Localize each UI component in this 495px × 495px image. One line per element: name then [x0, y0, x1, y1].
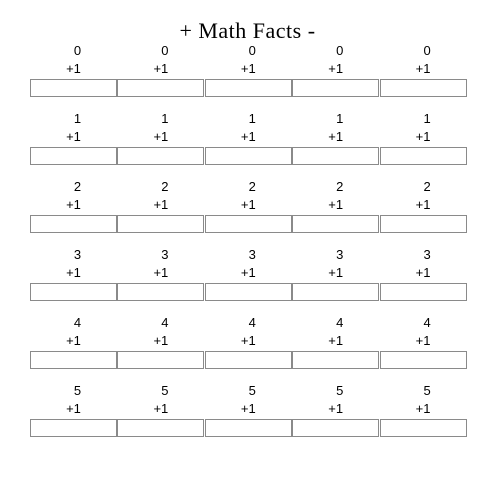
first-addend: 2: [423, 179, 431, 194]
answer-box[interactable]: [30, 215, 117, 233]
first-addend: 4: [336, 315, 344, 330]
problem-row: [30, 43, 467, 113]
problem-cell: [30, 179, 117, 249]
problem-cell: [205, 43, 292, 113]
first-addend: 1: [423, 111, 431, 126]
second-addend: +1: [240, 129, 256, 144]
first-addend: 1: [73, 111, 82, 126]
first-addend: 4: [423, 315, 431, 330]
second-addend: +1: [415, 129, 431, 144]
first-addend: 0: [248, 43, 256, 58]
second-addend: +1: [66, 61, 81, 76]
answer-box[interactable]: [205, 283, 292, 301]
answer-box[interactable]: [380, 419, 467, 437]
first-addend: 0: [336, 43, 344, 58]
problem-cell: [205, 383, 292, 453]
answer-box[interactable]: [117, 147, 204, 165]
problem-cell: [117, 383, 204, 453]
answer-box[interactable]: [205, 147, 292, 165]
first-addend: 5: [423, 383, 431, 398]
first-addend: 1: [248, 111, 256, 126]
problem-cell: [30, 43, 117, 113]
problem-cell: [117, 43, 204, 113]
second-addend: +1: [328, 129, 344, 144]
first-addend: 3: [73, 247, 82, 262]
answer-box[interactable]: [205, 79, 292, 97]
first-addend: 2: [336, 179, 344, 194]
second-addend: +1: [415, 61, 431, 76]
problem-cell: [292, 315, 379, 385]
second-addend: +1: [415, 333, 431, 348]
problem-cell: [30, 315, 117, 385]
first-addend: 4: [248, 315, 256, 330]
answer-box[interactable]: [380, 79, 467, 97]
answer-box[interactable]: [292, 215, 379, 233]
second-addend: +1: [66, 197, 81, 212]
problem-row: [30, 111, 467, 181]
problem-cell: [205, 111, 292, 181]
answer-box[interactable]: [292, 419, 379, 437]
second-addend: +1: [328, 265, 344, 280]
answer-box[interactable]: [117, 215, 204, 233]
first-addend: 4: [161, 315, 169, 330]
worksheet-title: + Math Facts -: [179, 18, 316, 43]
answer-box[interactable]: [30, 79, 117, 97]
first-addend: 2: [161, 179, 169, 194]
problem-cell: [380, 179, 467, 249]
problem-row: [30, 247, 467, 317]
second-addend: +1: [328, 197, 344, 212]
answer-box[interactable]: [292, 283, 379, 301]
answer-box[interactable]: [205, 351, 292, 369]
first-addend: 5: [248, 383, 256, 398]
answer-box[interactable]: [30, 283, 117, 301]
second-addend: +1: [153, 333, 169, 348]
first-addend: 0: [73, 43, 82, 58]
first-addend: 3: [161, 247, 169, 262]
answer-box[interactable]: [30, 419, 117, 437]
answer-box[interactable]: [117, 351, 204, 369]
second-addend: +1: [153, 401, 169, 416]
first-addend: 5: [336, 383, 344, 398]
first-addend: 3: [248, 247, 256, 262]
problem-cell: [380, 43, 467, 113]
answer-box[interactable]: [292, 79, 379, 97]
problem-cell: [380, 247, 467, 317]
answer-box[interactable]: [380, 351, 467, 369]
problem-cell: [292, 383, 379, 453]
problem-row: [30, 179, 467, 249]
problem-row: [30, 383, 467, 453]
problem-cell: [292, 179, 379, 249]
second-addend: +1: [415, 197, 431, 212]
answer-box[interactable]: [292, 351, 379, 369]
answer-box[interactable]: [30, 147, 117, 165]
problem-cell: [205, 315, 292, 385]
problem-cell: [30, 111, 117, 181]
second-addend: +1: [66, 129, 81, 144]
answer-box[interactable]: [117, 283, 204, 301]
first-addend: 2: [73, 179, 82, 194]
first-addend: 0: [161, 43, 169, 58]
problem-cell: [380, 383, 467, 453]
answer-box[interactable]: [380, 283, 467, 301]
second-addend: +1: [240, 61, 256, 76]
problem-cell: [205, 247, 292, 317]
second-addend: +1: [240, 265, 256, 280]
answer-box[interactable]: [117, 419, 204, 437]
answer-box[interactable]: [205, 419, 292, 437]
answer-box[interactable]: [380, 147, 467, 165]
problem-cell: [292, 247, 379, 317]
problem-cell: [292, 43, 379, 113]
answer-box[interactable]: [292, 147, 379, 165]
problem-cell: [117, 179, 204, 249]
problem-cell: [30, 247, 117, 317]
second-addend: +1: [328, 333, 344, 348]
second-addend: +1: [153, 61, 169, 76]
answer-box[interactable]: [117, 79, 204, 97]
first-addend: 3: [423, 247, 431, 262]
first-addend: 5: [161, 383, 169, 398]
first-addend: 3: [336, 247, 344, 262]
second-addend: +1: [415, 401, 431, 416]
second-addend: +1: [240, 333, 256, 348]
second-addend: +1: [66, 401, 81, 416]
first-addend: 1: [161, 111, 169, 126]
first-addend: 2: [248, 179, 256, 194]
problem-cell: [205, 179, 292, 249]
problem-cell: [117, 247, 204, 317]
problem-cell: [380, 315, 467, 385]
problem-cell: [117, 111, 204, 181]
second-addend: +1: [66, 265, 81, 280]
second-addend: +1: [153, 129, 169, 144]
problem-cell: [380, 111, 467, 181]
second-addend: +1: [240, 401, 256, 416]
first-addend: 4: [73, 315, 82, 330]
answer-box[interactable]: [205, 215, 292, 233]
second-addend: +1: [240, 197, 256, 212]
second-addend: +1: [66, 333, 81, 348]
problem-cell: [292, 111, 379, 181]
answer-box[interactable]: [380, 215, 467, 233]
problem-row: [30, 315, 467, 385]
first-addend: 1: [336, 111, 344, 126]
second-addend: +1: [153, 265, 169, 280]
first-addend: 5: [73, 383, 82, 398]
problem-cell: [117, 315, 204, 385]
first-addend: 0: [423, 43, 431, 58]
second-addend: +1: [415, 265, 431, 280]
second-addend: +1: [328, 61, 344, 76]
answer-box[interactable]: [30, 351, 117, 369]
second-addend: +1: [153, 197, 169, 212]
problem-cell: [30, 383, 117, 453]
second-addend: +1: [328, 401, 344, 416]
